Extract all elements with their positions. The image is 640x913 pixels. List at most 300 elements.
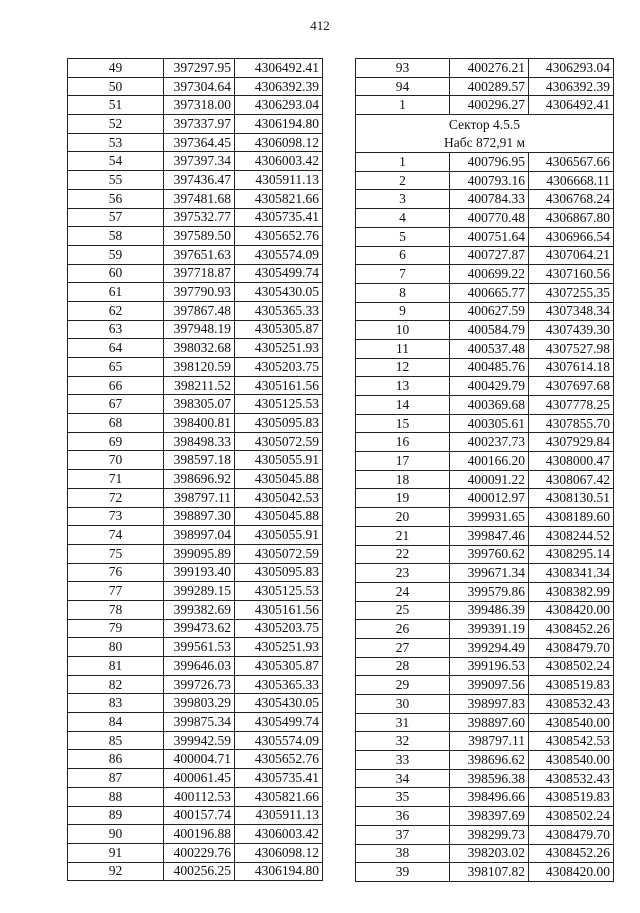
x-coordinate: 400793.16 [450, 171, 529, 190]
y-coordinate: 4305652.76 [235, 227, 323, 246]
point-number: 20 [356, 508, 450, 527]
point-number: 16 [356, 433, 450, 452]
x-coordinate: 399726.73 [164, 675, 235, 694]
y-coordinate: 4305203.75 [235, 358, 323, 377]
x-coordinate: 400627.59 [450, 302, 529, 321]
table-row [356, 396, 614, 415]
x-coordinate: 400751.64 [450, 227, 529, 246]
point-number: 72 [68, 488, 164, 507]
table-row [356, 433, 614, 452]
table-row [68, 59, 323, 78]
x-coordinate: 399646.03 [164, 657, 235, 676]
y-coordinate: 4305911.13 [235, 806, 323, 825]
x-coordinate: 400157.74 [164, 806, 235, 825]
y-coordinate: 4308502.24 [529, 807, 614, 826]
x-coordinate: 399847.46 [450, 526, 529, 545]
x-coordinate: 399473.62 [164, 619, 235, 638]
x-coordinate: 397532.77 [164, 208, 235, 227]
point-number: 57 [68, 208, 164, 227]
x-coordinate: 398120.59 [164, 358, 235, 377]
x-coordinate: 400289.57 [450, 77, 529, 96]
x-coordinate: 397718.87 [164, 264, 235, 283]
table-row [356, 863, 614, 882]
page-number: 412 [310, 18, 330, 33]
table-row [68, 600, 323, 619]
x-coordinate: 399289.15 [164, 582, 235, 601]
x-coordinate: 400699.22 [450, 265, 529, 284]
y-coordinate: 4306003.42 [235, 825, 323, 844]
table-row [68, 526, 323, 545]
table-row [68, 414, 323, 433]
table-row [356, 153, 614, 172]
table-row [356, 620, 614, 639]
y-coordinate: 4307855.70 [529, 414, 614, 433]
table-row [68, 189, 323, 208]
point-number: 18 [356, 470, 450, 489]
point-number: 87 [68, 769, 164, 788]
table-row [68, 171, 323, 190]
y-coordinate: 4305574.09 [235, 731, 323, 750]
point-number: 26 [356, 620, 450, 639]
x-coordinate: 398997.83 [450, 695, 529, 714]
table-row [356, 321, 614, 340]
y-coordinate: 4308479.70 [529, 825, 614, 844]
table-row [68, 638, 323, 657]
x-coordinate: 400796.95 [450, 153, 529, 172]
x-coordinate: 400061.45 [164, 769, 235, 788]
table-row [356, 807, 614, 826]
table-row [68, 731, 323, 750]
y-coordinate: 4305430.05 [235, 283, 323, 302]
x-coordinate: 398032.68 [164, 339, 235, 358]
point-number: 60 [68, 264, 164, 283]
y-coordinate: 4306492.41 [235, 59, 323, 78]
table-row [356, 209, 614, 228]
x-coordinate: 398299.73 [450, 825, 529, 844]
y-coordinate: 4305125.53 [235, 582, 323, 601]
table-row [68, 77, 323, 96]
table-row [68, 825, 323, 844]
y-coordinate: 4305821.66 [235, 787, 323, 806]
table-row [68, 358, 323, 377]
x-coordinate: 398797.11 [164, 488, 235, 507]
x-coordinate: 399382.69 [164, 600, 235, 619]
table-row [356, 564, 614, 583]
point-number: 73 [68, 507, 164, 526]
table-row [356, 526, 614, 545]
y-coordinate: 4307778.25 [529, 396, 614, 415]
y-coordinate: 4305095.83 [235, 563, 323, 582]
table-row [356, 339, 614, 358]
x-coordinate: 400727.87 [450, 246, 529, 265]
point-number: 79 [68, 619, 164, 638]
point-number: 21 [356, 526, 450, 545]
x-coordinate: 400784.33 [450, 190, 529, 209]
table-row [68, 750, 323, 769]
x-coordinate: 399760.62 [450, 545, 529, 564]
point-number: 54 [68, 152, 164, 171]
y-coordinate: 4305045.88 [235, 507, 323, 526]
point-number: 39 [356, 863, 450, 882]
y-coordinate: 4305365.33 [235, 675, 323, 694]
x-coordinate: 398696.92 [164, 470, 235, 489]
point-number: 49 [68, 59, 164, 78]
x-coordinate: 400012.97 [450, 489, 529, 508]
point-number: 69 [68, 432, 164, 451]
x-coordinate: 400296.27 [450, 96, 529, 115]
y-coordinate: 4308540.00 [529, 713, 614, 732]
table-row [68, 507, 323, 526]
y-coordinate: 4308341.34 [529, 564, 614, 583]
table-row [356, 676, 614, 695]
point-number: 76 [68, 563, 164, 582]
x-coordinate: 398797.11 [450, 732, 529, 751]
point-number: 50 [68, 77, 164, 96]
point-number: 90 [68, 825, 164, 844]
point-number: 63 [68, 320, 164, 339]
point-number: 28 [356, 657, 450, 676]
table-row [68, 694, 323, 713]
table-row [356, 59, 614, 78]
table-row [356, 452, 614, 471]
y-coordinate: 4305161.56 [235, 600, 323, 619]
point-number: 94 [356, 77, 450, 96]
table-row [356, 377, 614, 396]
x-coordinate: 397867.48 [164, 301, 235, 320]
table-row [356, 582, 614, 601]
y-coordinate: 4307255.35 [529, 283, 614, 302]
point-number: 8 [356, 283, 450, 302]
point-number: 3 [356, 190, 450, 209]
y-coordinate: 4305161.56 [235, 376, 323, 395]
point-number: 12 [356, 358, 450, 377]
table-row [356, 265, 614, 284]
table-row [68, 713, 323, 732]
x-coordinate: 397651.63 [164, 245, 235, 264]
point-number: 36 [356, 807, 450, 826]
y-coordinate: 4308540.00 [529, 751, 614, 770]
x-coordinate: 398498.33 [164, 432, 235, 451]
y-coordinate: 4306392.39 [235, 77, 323, 96]
y-coordinate: 4306194.80 [235, 862, 323, 881]
point-number: 9 [356, 302, 450, 321]
y-coordinate: 4306003.42 [235, 152, 323, 171]
x-coordinate: 398897.60 [450, 713, 529, 732]
table-row [356, 732, 614, 751]
y-coordinate: 4306567.66 [529, 153, 614, 172]
y-coordinate: 4305365.33 [235, 301, 323, 320]
y-coordinate: 4305652.76 [235, 750, 323, 769]
y-coordinate: 4305251.93 [235, 638, 323, 657]
table-row [356, 358, 614, 377]
table-row [356, 96, 614, 115]
table-row [356, 227, 614, 246]
right-table-body [356, 153, 614, 882]
y-coordinate: 4306293.04 [529, 59, 614, 78]
y-coordinate: 4305251.93 [235, 339, 323, 358]
y-coordinate: 4308420.00 [529, 601, 614, 620]
y-coordinate: 4305042.53 [235, 488, 323, 507]
table-row [356, 77, 614, 96]
x-coordinate: 397318.00 [164, 96, 235, 115]
x-coordinate: 399561.53 [164, 638, 235, 657]
table-row [356, 657, 614, 676]
y-coordinate: 4308382.99 [529, 582, 614, 601]
x-coordinate: 398400.81 [164, 414, 235, 433]
table-row [68, 470, 323, 489]
point-number: 34 [356, 769, 450, 788]
point-number: 88 [68, 787, 164, 806]
point-number: 5 [356, 227, 450, 246]
section-header [356, 115, 614, 153]
point-number: 56 [68, 189, 164, 208]
table-row [356, 414, 614, 433]
y-coordinate: 4305045.88 [235, 470, 323, 489]
table-row [356, 470, 614, 489]
point-number: 13 [356, 377, 450, 396]
y-coordinate: 4307064.21 [529, 246, 614, 265]
x-coordinate: 399486.39 [450, 601, 529, 620]
table-row [68, 862, 323, 881]
x-coordinate: 400429.79 [450, 377, 529, 396]
point-number: 25 [356, 601, 450, 620]
point-number: 19 [356, 489, 450, 508]
point-number: 68 [68, 414, 164, 433]
point-number: 67 [68, 395, 164, 414]
point-number: 92 [68, 862, 164, 881]
table-row [68, 376, 323, 395]
y-coordinate: 4305735.41 [235, 208, 323, 227]
point-number: 70 [68, 451, 164, 470]
x-coordinate: 400112.53 [164, 787, 235, 806]
point-number: 52 [68, 115, 164, 134]
x-coordinate: 398305.07 [164, 395, 235, 414]
x-coordinate: 399294.49 [450, 638, 529, 657]
table-row [68, 451, 323, 470]
x-coordinate: 399095.89 [164, 544, 235, 563]
x-coordinate: 400256.25 [164, 862, 235, 881]
table-row [68, 245, 323, 264]
y-coordinate: 4306668.11 [529, 171, 614, 190]
point-number: 66 [68, 376, 164, 395]
x-coordinate: 398496.66 [450, 788, 529, 807]
point-number: 84 [68, 713, 164, 732]
x-coordinate: 400770.48 [450, 209, 529, 228]
y-coordinate: 4306293.04 [235, 96, 323, 115]
table-row [356, 302, 614, 321]
point-number: 64 [68, 339, 164, 358]
x-coordinate: 400537.48 [450, 339, 529, 358]
table-row [68, 675, 323, 694]
x-coordinate: 400166.20 [450, 452, 529, 471]
x-coordinate: 399193.40 [164, 563, 235, 582]
table-row [68, 488, 323, 507]
x-coordinate: 398897.30 [164, 507, 235, 526]
y-coordinate: 4305125.53 [235, 395, 323, 414]
y-coordinate: 4308452.26 [529, 844, 614, 863]
y-coordinate: 4305072.59 [235, 544, 323, 563]
y-coordinate: 4306492.41 [529, 96, 614, 115]
table-row [356, 769, 614, 788]
point-number: 58 [68, 227, 164, 246]
point-number: 85 [68, 731, 164, 750]
table-row [68, 582, 323, 601]
x-coordinate: 400004.71 [164, 750, 235, 769]
point-number: 75 [68, 544, 164, 563]
table-row [68, 544, 323, 563]
y-coordinate: 4306098.12 [235, 843, 323, 862]
table-row [68, 806, 323, 825]
y-coordinate: 4306392.39 [529, 77, 614, 96]
y-coordinate: 4308244.52 [529, 526, 614, 545]
table-row [68, 320, 323, 339]
y-coordinate: 4308295.14 [529, 545, 614, 564]
table-row [356, 283, 614, 302]
y-coordinate: 4306966.54 [529, 227, 614, 246]
table-row [68, 133, 323, 152]
right-table-top-body [356, 59, 614, 115]
point-number: 32 [356, 732, 450, 751]
table-row [356, 751, 614, 770]
point-number: 1 [356, 153, 450, 172]
y-coordinate: 4308452.26 [529, 620, 614, 639]
table-row [68, 657, 323, 676]
y-coordinate: 4305072.59 [235, 432, 323, 451]
y-coordinate: 4307929.84 [529, 433, 614, 452]
x-coordinate: 400584.79 [450, 321, 529, 340]
point-number: 33 [356, 751, 450, 770]
table-row [68, 787, 323, 806]
x-coordinate: 398596.38 [450, 769, 529, 788]
point-number: 30 [356, 695, 450, 714]
y-coordinate: 4307439.30 [529, 321, 614, 340]
point-number: 11 [356, 339, 450, 358]
x-coordinate: 397304.64 [164, 77, 235, 96]
point-number: 93 [356, 59, 450, 78]
point-number: 62 [68, 301, 164, 320]
y-coordinate: 4307348.34 [529, 302, 614, 321]
y-coordinate: 4305821.66 [235, 189, 323, 208]
x-coordinate: 399097.56 [450, 676, 529, 695]
point-number: 4 [356, 209, 450, 228]
table-row [68, 283, 323, 302]
table-row [68, 152, 323, 171]
x-coordinate: 400485.76 [450, 358, 529, 377]
point-number: 6 [356, 246, 450, 265]
table-row [356, 788, 614, 807]
point-number: 10 [356, 321, 450, 340]
y-coordinate: 4305735.41 [235, 769, 323, 788]
y-coordinate: 4305499.74 [235, 264, 323, 283]
x-coordinate: 397481.68 [164, 189, 235, 208]
table-row [68, 264, 323, 283]
table-row [356, 171, 614, 190]
left-table-body [68, 59, 323, 881]
x-coordinate: 399875.34 [164, 713, 235, 732]
point-number: 82 [68, 675, 164, 694]
x-coordinate: 400369.68 [450, 396, 529, 415]
y-coordinate: 4308542.53 [529, 732, 614, 751]
point-number: 53 [68, 133, 164, 152]
x-coordinate: 399391.19 [450, 620, 529, 639]
table-row [68, 432, 323, 451]
y-coordinate: 4305911.13 [235, 171, 323, 190]
table-row [356, 638, 614, 657]
point-number: 74 [68, 526, 164, 545]
point-number: 89 [68, 806, 164, 825]
table-row [68, 843, 323, 862]
point-number: 24 [356, 582, 450, 601]
point-number: 65 [68, 358, 164, 377]
x-coordinate: 397397.34 [164, 152, 235, 171]
x-coordinate: 397337.97 [164, 115, 235, 134]
table-row [356, 190, 614, 209]
y-coordinate: 4308067.42 [529, 470, 614, 489]
y-coordinate: 4308519.83 [529, 676, 614, 695]
table-row [68, 227, 323, 246]
y-coordinate: 4308420.00 [529, 863, 614, 882]
y-coordinate: 4305055.91 [235, 526, 323, 545]
y-coordinate: 4308519.83 [529, 788, 614, 807]
y-coordinate: 4305203.75 [235, 619, 323, 638]
table-row [356, 695, 614, 714]
x-coordinate: 400665.77 [450, 283, 529, 302]
point-number: 27 [356, 638, 450, 657]
y-coordinate: 4307527.98 [529, 339, 614, 358]
table-row [68, 769, 323, 788]
table-row [68, 395, 323, 414]
table-row [356, 489, 614, 508]
section-header-cell [356, 115, 614, 153]
point-number: 2 [356, 171, 450, 190]
point-number: 1 [356, 96, 450, 115]
point-number: 23 [356, 564, 450, 583]
point-number: 17 [356, 452, 450, 471]
x-coordinate: 398597.18 [164, 451, 235, 470]
left-coordinates-table [67, 58, 323, 881]
table-row [68, 96, 323, 115]
table-row [356, 545, 614, 564]
x-coordinate: 398997.04 [164, 526, 235, 545]
y-coordinate: 4306867.80 [529, 209, 614, 228]
x-coordinate: 400237.73 [450, 433, 529, 452]
point-number: 29 [356, 676, 450, 695]
y-coordinate: 4305095.83 [235, 414, 323, 433]
point-number: 38 [356, 844, 450, 863]
point-number: 55 [68, 171, 164, 190]
x-coordinate: 400276.21 [450, 59, 529, 78]
point-number: 35 [356, 788, 450, 807]
point-number: 15 [356, 414, 450, 433]
y-coordinate: 4305574.09 [235, 245, 323, 264]
point-number: 14 [356, 396, 450, 415]
x-coordinate: 398203.02 [450, 844, 529, 863]
x-coordinate: 399931.65 [450, 508, 529, 527]
y-coordinate: 4307697.68 [529, 377, 614, 396]
point-number: 22 [356, 545, 450, 564]
point-number: 7 [356, 265, 450, 284]
x-coordinate: 400196.88 [164, 825, 235, 844]
x-coordinate: 398107.82 [450, 863, 529, 882]
x-coordinate: 398397.69 [450, 807, 529, 826]
y-coordinate: 4308532.43 [529, 769, 614, 788]
point-number: 77 [68, 582, 164, 601]
section-title: Сектор 4.5.5 [448, 116, 521, 132]
point-number: 81 [68, 657, 164, 676]
x-coordinate: 397297.95 [164, 59, 235, 78]
x-coordinate: 399803.29 [164, 694, 235, 713]
y-coordinate: 4305305.87 [235, 657, 323, 676]
